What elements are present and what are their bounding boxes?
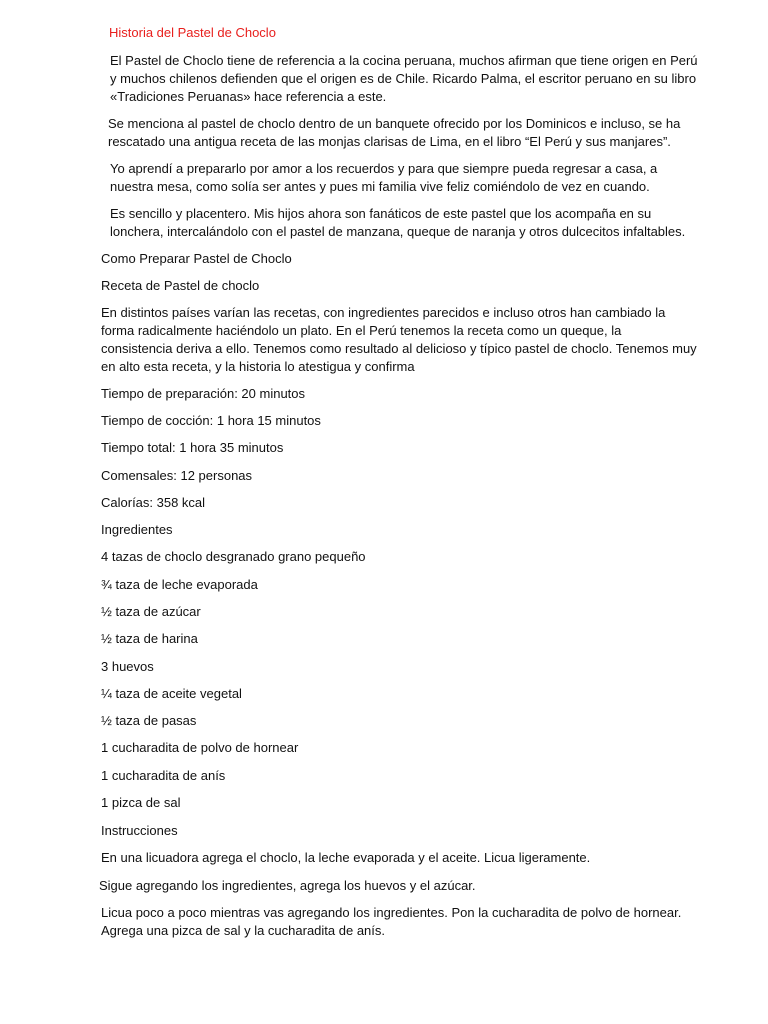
text-line: forma radicalmente haciéndolo un plato. En el Perú tenemos la receta como un queque, la	[101, 323, 622, 338]
instruction-step-1	[101, 849, 701, 867]
ingredient-item: 4 tazas de choclo desgranado grano pequeño	[101, 549, 366, 564]
intro-paragraph-2	[108, 115, 698, 151]
ingredient-item: 3 huevos	[101, 659, 154, 674]
subheading-prepare: Como Preparar Pastel de Choclo	[101, 251, 292, 266]
text-line: nuestra mesa, como solía ser antes y pues mi familia vive feliz comiéndolo de vez en cuando.	[110, 179, 650, 194]
text-line: En una licuadora agrega el choclo, la leche evaporada y el aceite. Licua ligeramente.	[101, 850, 591, 865]
subheading-recipe: Receta de Pastel de choclo	[101, 278, 260, 293]
text-line: rescatado una antigua receta de las monjas clarisas de Lima, en el libro “El Perú y sus manjares”.	[108, 134, 671, 149]
text-line: consistencia deriva a ello. Tenemos como resultado al delicioso y típico pastel de choclo. Tenemos muy	[101, 341, 697, 356]
ingredient-item: 1 cucharadita de anís	[101, 768, 226, 783]
text-line: y muchos chilenos defienden que el origen es de Chile. Ricardo Palma, el escritor peruano en su libro	[110, 71, 697, 86]
text-line: Es sencillo y placentero. Mis hijos ahora son fanáticos de este pastel que los acompaña en su	[110, 206, 652, 221]
ingredient-item: 1 cucharadita de polvo de hornear	[101, 740, 299, 755]
document-title: Historia del Pastel de Choclo	[109, 25, 276, 40]
ingredient-item: ¼ taza de aceite vegetal	[101, 686, 242, 701]
instruction-step-3	[101, 904, 701, 940]
prep-time: Tiempo de preparación: 20 minutos	[101, 386, 306, 401]
ingredients-heading: Ingredientes	[101, 522, 173, 537]
text-line: Se menciona al pastel de choclo dentro de un banquete ofrecido por los Dominicos e incluso, se ha	[108, 116, 681, 131]
ingredient-item: ½ taza de harina	[101, 631, 198, 646]
text-line: En distintos países varían las recetas, con ingredientes parecidos e incluso otros han cambiado la	[101, 305, 666, 320]
calories: Calorías: 358 kcal	[101, 495, 206, 510]
text-line: Sigue agregando los ingredientes, agrega los huevos y el azúcar.	[99, 878, 476, 893]
recipe-intro-paragraph	[101, 304, 701, 376]
text-line: lonchera, intercalándolo con el pastel de manzana, queque de naranja y otros dulcecitos infaltables.	[110, 224, 686, 239]
text-line: «Tradiciones Peruanas» hace referencia a este.	[110, 89, 387, 104]
text-line: Yo aprendí a prepararlo por amor a los recuerdos y para que siempre pueda regresar a casa, a	[110, 161, 658, 176]
text-line: El Pastel de Choclo tiene de referencia a la cocina peruana, muchos afirman que tiene origen en Perú	[110, 53, 698, 68]
ingredient-item: 1 pizca de sal	[101, 795, 181, 810]
instruction-step-2	[99, 877, 699, 895]
instructions-heading: Instrucciones	[101, 823, 178, 838]
ingredient-item: ½ taza de pasas	[101, 713, 197, 728]
ingredient-item: ¾ taza de leche evaporada	[101, 577, 258, 592]
text-line: Agrega una pizca de sal y la cucharadita de anís.	[101, 923, 386, 938]
intro-paragraph-4	[110, 205, 700, 241]
servings: Comensales: 12 personas	[101, 468, 253, 483]
cook-time: Tiempo de cocción: 1 hora 15 minutos	[101, 413, 321, 428]
intro-paragraph-3	[110, 160, 700, 196]
ingredient-item: ½ taza de azúcar	[101, 604, 201, 619]
text-line: en alto esta receta, y la historia lo atestigua y confirma	[101, 359, 415, 374]
total-time: Tiempo total: 1 hora 35 minutos	[101, 440, 284, 455]
text-line: Licua poco a poco mientras vas agregando los ingredientes. Pon la cucharadita de polvo de hornear.	[101, 905, 682, 920]
intro-paragraph-1	[110, 52, 700, 106]
